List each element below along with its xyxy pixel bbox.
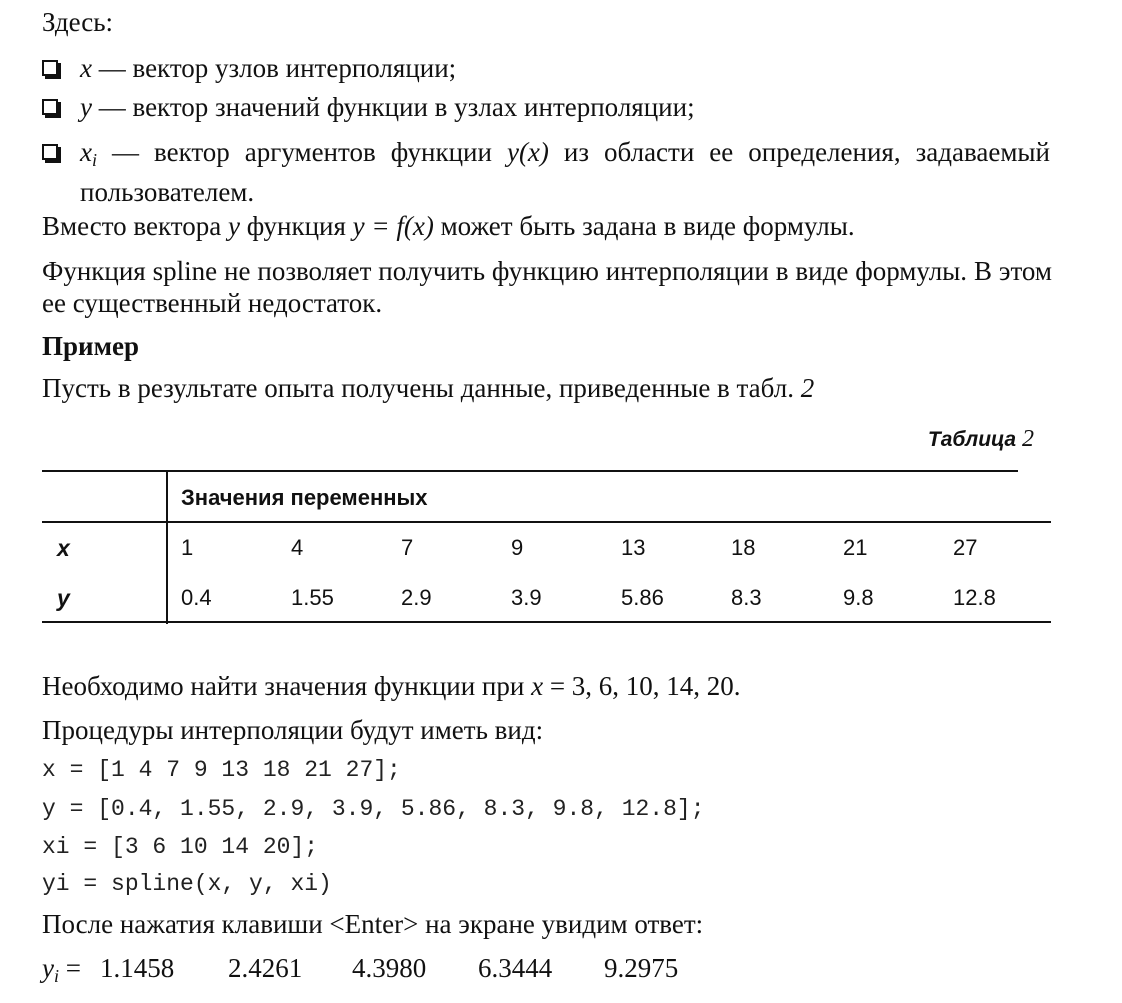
result-value: 6.3444	[478, 953, 553, 983]
checkbox-bullet-icon	[42, 144, 58, 160]
bullet-text: — вектор узлов интерполяции;	[91, 53, 457, 83]
para-text: функция	[239, 211, 353, 241]
bullet-var: y	[80, 92, 92, 122]
para-text: Необходимо найти значения функции при	[42, 671, 532, 701]
paragraph	[42, 210, 855, 242]
bullet-text: — вектор аргументов функции	[97, 137, 507, 167]
intro-text: Здесь:	[42, 7, 114, 37]
result-value: 1.1458	[100, 953, 175, 983]
table-cell: 0.4	[181, 585, 212, 610]
para-var: y	[227, 211, 240, 241]
table-cell: 8.3	[731, 585, 762, 610]
result-var: y	[42, 953, 54, 983]
bullet-item	[80, 52, 456, 84]
para-text: Вместо вектора	[42, 211, 228, 241]
table-cell: 9	[511, 535, 524, 560]
bullet-func: y	[506, 137, 519, 167]
bullet-item	[80, 136, 1050, 208]
bullet-func-arg: (x)	[518, 137, 549, 167]
result-var-subscript: i	[53, 966, 59, 986]
table-cell: 12.8	[953, 585, 996, 610]
result-value: 9.2975	[604, 953, 679, 983]
table-caption	[928, 424, 1034, 455]
table-cell: 21	[843, 535, 868, 560]
table-vertical-rule	[166, 470, 168, 624]
table-cell: 1.55	[291, 585, 334, 610]
checkbox-bullet-icon	[42, 99, 58, 115]
table-row-label: y	[57, 585, 70, 611]
table-caption-label: Таблица	[927, 428, 1016, 451]
code-line: x = [1 4 7 9 13 18 21 27];	[42, 757, 401, 783]
bullet-item	[80, 91, 695, 123]
bullet-var: x	[80, 137, 92, 167]
paragraph: Процедуры интерполяции будут иметь вид:	[42, 715, 544, 745]
table-cell: 4	[291, 535, 304, 560]
paragraph: Функция spline не позволяет получить функцию интерполяции в виде формулы. В этом ее существенный недостаток.	[42, 256, 1052, 318]
code-line: yi = spline(x, y, xi)	[42, 871, 332, 897]
table-row-label: x	[57, 535, 70, 561]
table-cell: 27	[953, 535, 978, 560]
table-cell: 13	[621, 535, 646, 560]
code-line: xi = [3 6 10 14 20];	[42, 834, 319, 860]
example-heading: Пример	[42, 331, 139, 361]
table-cell: 5.86	[621, 585, 664, 610]
table-header: Значения переменных	[181, 485, 428, 510]
table-caption-number: 2	[1022, 426, 1034, 452]
para-text: Пусть в результате опыта получены данные, приведенные в табл.	[42, 373, 801, 403]
table-ref: 2	[800, 373, 815, 403]
bullet-text-after: из области ее определения, задаваемый пользователем.	[80, 137, 1050, 207]
paragraph: После нажатия клавиши <Enter> на экране увидим ответ:	[42, 909, 704, 939]
result-eq: =	[59, 953, 81, 983]
table-cell: 9.8	[843, 585, 874, 610]
table-cell: 18	[731, 535, 756, 560]
checkbox-bullet-icon	[42, 60, 58, 76]
para-var: x	[531, 671, 544, 701]
result-value: 2.4261	[228, 953, 303, 983]
table-cell: 2.9	[401, 585, 432, 610]
paragraph	[42, 372, 814, 404]
table-cell: 3.9	[511, 585, 542, 610]
code-line: y = [0.4, 1.55, 2.9, 3.9, 5.86, 8.3, 9.8, 12.8];	[42, 796, 705, 822]
result-value: 4.3980	[352, 953, 427, 983]
bullet-text: — вектор значений функции в узлах интерполяции;	[91, 92, 695, 122]
para-formula: y = f(x)	[352, 211, 434, 241]
table-header-rule	[42, 521, 1051, 523]
result-line	[42, 952, 81, 992]
table-top-rule	[42, 470, 1018, 472]
para-text: = 3, 6, 10, 14, 20.	[543, 671, 741, 701]
bullet-var-subscript: i	[91, 150, 97, 170]
bullet-var: x	[80, 53, 92, 83]
para-text: может быть задана в виде формулы.	[433, 211, 855, 241]
paragraph	[42, 670, 741, 702]
table-bottom-rule	[42, 621, 1051, 623]
table-cell: 1	[181, 535, 194, 560]
table-cell: 7	[401, 535, 414, 560]
